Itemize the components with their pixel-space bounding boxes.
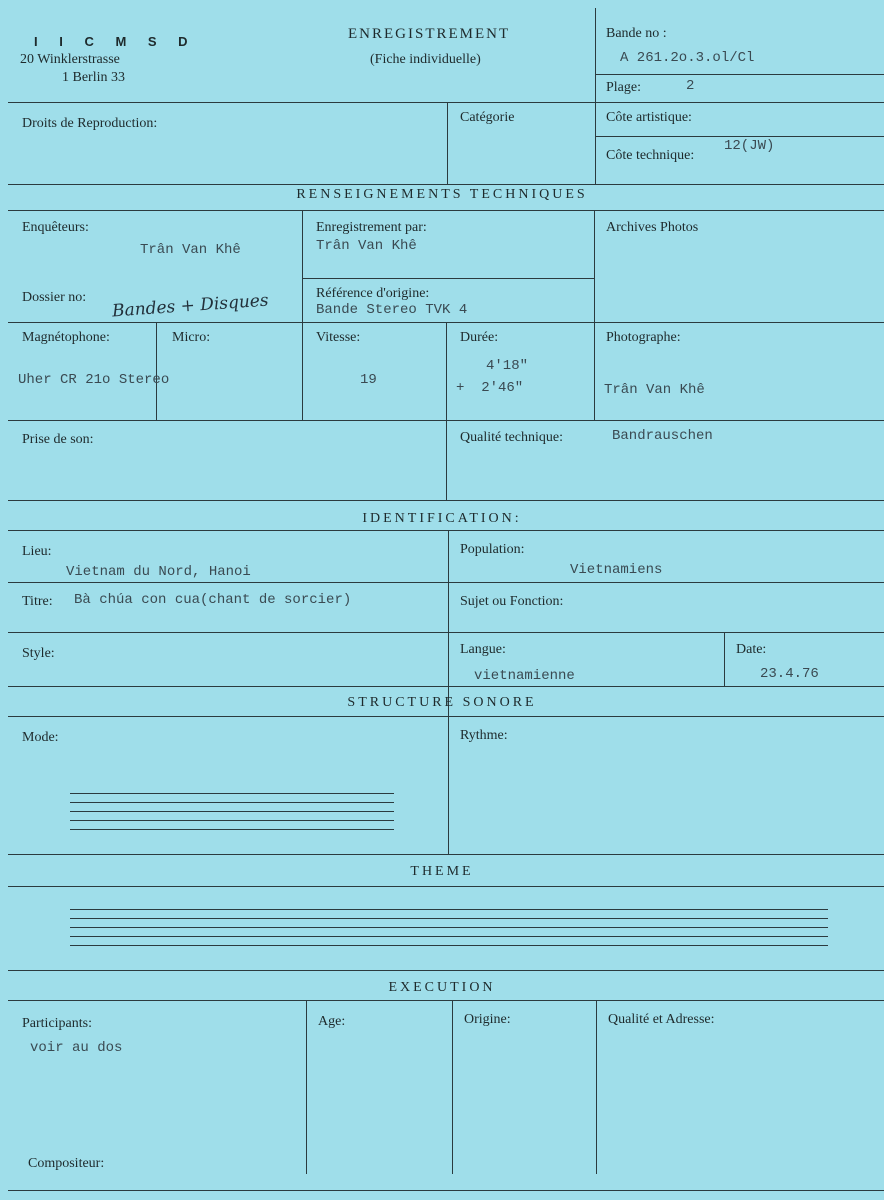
divider-enregistrement [302,210,303,420]
technical-section-title: RENSEIGNEMENTS TECHNIQUES [296,187,588,202]
theme-section-title: THEME [410,864,474,879]
divider-archives [594,210,595,420]
qualite-technique-label: Qualité technique: [460,430,564,445]
divider-identification [448,530,449,716]
archives-photos-label: Archives Photos [606,220,699,235]
cote-technique-label: Côte technique: [606,148,695,163]
mode-label: Mode: [22,730,59,745]
categorie-label: Catégorie [460,110,515,125]
qualite-adresse-label: Qualité et Adresse: [608,1012,715,1027]
rule-structure-bottom [8,854,884,855]
qualite-technique-value: Bandrauschen [612,428,713,444]
photographe-label: Photographe: [606,330,681,345]
photographe-value: Trân Van Khê [604,382,705,398]
micro-label: Micro: [172,330,211,345]
enqueteurs-label: Enquêteurs: [22,220,89,235]
rythme-label: Rythme: [460,728,508,743]
divider-micro [156,322,157,420]
lieu-label: Lieu: [22,544,52,559]
magnetophone-label: Magnétophone: [22,330,110,345]
participants-label: Participants: [22,1016,92,1031]
cote-technique-value: 12(JW) [724,138,775,154]
rule-lieu-bottom [8,582,884,583]
address-line-1: 20 Winklerstrasse [20,52,120,67]
divider-origine [452,1000,453,1174]
prise-de-son-label: Prise de son: [22,432,94,447]
plage-label: Plage: [606,80,641,95]
divider-categorie [447,102,448,184]
duree-label: Durée: [460,330,499,345]
identification-section-title: IDENTIFICATION: [362,511,522,526]
population-label: Population: [460,542,525,557]
rule-header-bottom [8,102,884,103]
divider-rythme [448,716,449,854]
participants-value: voir au dos [30,1040,123,1056]
sujet-label: Sujet ou Fonction: [460,594,564,609]
droits-label: Droits de Reproduction: [22,116,158,131]
org-name: I I C M S D [34,34,197,49]
enregistrement-value: Trân Van Khê [316,238,417,254]
langue-label: Langue: [460,642,506,657]
titre-value: Bà chúa con cua(chant de sorcier) [74,592,352,608]
divider-header-right [595,8,596,184]
dossier-label: Dossier no: [22,290,87,305]
bande-label: Bande no : [606,26,667,41]
execution-section-title: EXECUTION [388,980,496,995]
style-label: Style: [22,646,55,661]
divider-qualite-adresse [596,1000,597,1174]
rule-style-bottom [8,686,884,687]
vitesse-label: Vitesse: [316,330,361,345]
cote-artistique-label: Côte artistique: [606,110,692,125]
rule-cote [596,136,884,137]
plage-value: 2 [686,78,695,94]
date-label: Date: [736,642,767,657]
form-title: ENREGISTREMENT [348,26,511,42]
enregistrement-label: Enregistrement par: [316,220,427,235]
lieu-value: Vietnam du Nord, Hanoi [66,564,251,580]
rule-rights-bottom [8,184,884,185]
divider-duree [446,322,447,500]
population-value: Vietnamiens [570,562,663,578]
titre-label: Titre: [22,594,53,609]
duree-value-2: + 2'46" [456,380,524,396]
duree-value-1: 4'18" [486,358,529,374]
rule-theme-bottom [8,970,884,971]
rule-prise-bottom [8,500,884,501]
bande-value: A 261.2o.3.ol/Cl [620,50,755,66]
magnetophone-value: Uher CR 21o Stereo [18,372,170,388]
rule-identification-title [8,530,884,531]
rule-structure-title [8,716,884,717]
origine-label: Origine: [464,1012,511,1027]
date-value: 23.4.76 [760,666,819,682]
age-label: Age: [318,1014,346,1029]
enqueteurs-value: Trân Van Khê [140,242,241,258]
divider-date [724,632,725,686]
reference-value: Bande Stereo TVK 4 [316,302,468,318]
vitesse-value: 19 [360,372,377,388]
form-subtitle: (Fiche individuelle) [370,52,481,67]
divider-age [306,1000,307,1174]
address-line-2: 1 Berlin 33 [62,70,125,85]
structure-section-title: STRUCTURE SONORE [347,695,537,710]
rule-card-bottom [8,1190,884,1191]
rule-titre-bottom [8,632,884,633]
langue-value: vietnamienne [474,668,575,684]
rule-enregistrement [302,278,594,279]
dossier-handwritten-value: Bandes + Disques [111,290,270,322]
rule-technical-title [8,210,884,211]
rule-execution-title [8,1000,884,1001]
compositeur-label: Compositeur: [28,1156,105,1171]
rule-bande-plage [596,74,884,75]
rule-theme-title [8,886,884,887]
reference-label: Référence d'origine: [316,286,430,301]
